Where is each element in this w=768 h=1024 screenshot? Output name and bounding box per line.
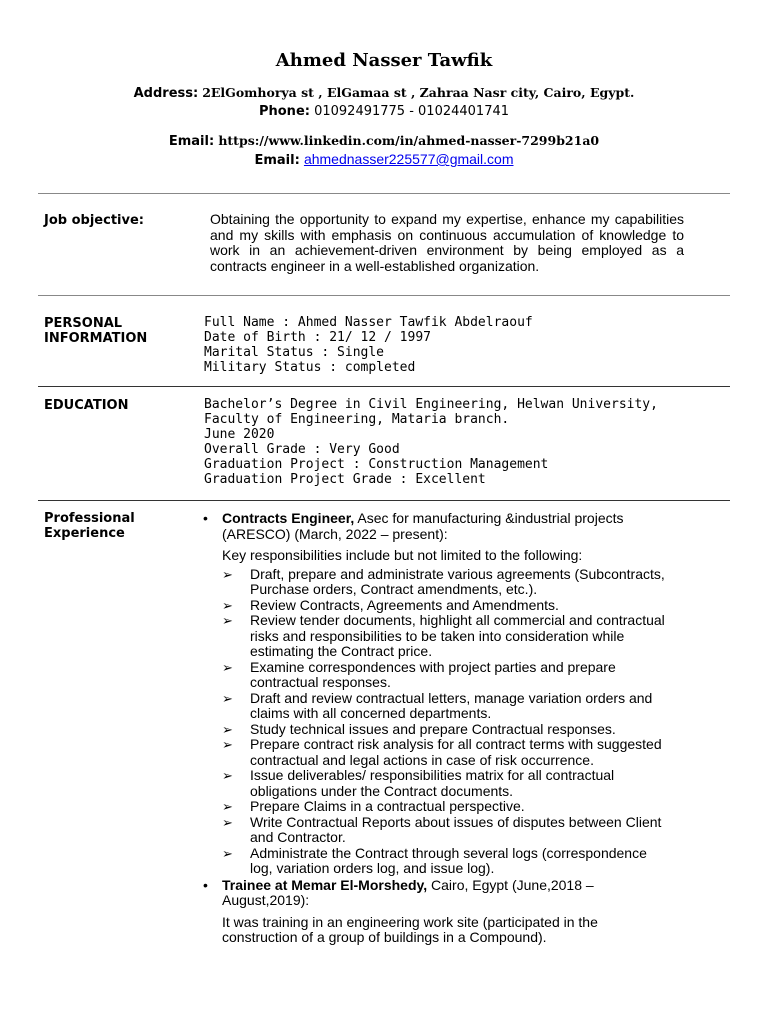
arrow-bullet-icon: ➢ — [222, 768, 233, 783]
list-item — [200, 567, 670, 598]
education-line: June 2020 — [204, 427, 275, 442]
personal-line: Date of Birth : 21/ 12 / 1997 — [204, 330, 431, 345]
list-item-text: Draft, prepare and administrate various agreements (Subcontracts, Purchase orders, Contract amendments, etc.). — [250, 565, 665, 597]
list-item — [200, 799, 670, 815]
phone-line — [0, 104, 768, 119]
arrow-bullet-icon: ➢ — [222, 845, 233, 861]
arrow-bullet-icon: ➢ — [222, 690, 233, 706]
job-details: Asec for manufacturing &industrial projects (ARESCO) (March, 2022 – present): — [222, 510, 624, 542]
education-line: Faculty of Engineering, Mataria branch. — [204, 412, 510, 427]
divider — [38, 386, 730, 387]
list-item-text: Draft and review contractual letters, manage variation orders and claims with all concerned departments. — [250, 689, 653, 721]
address-line — [0, 85, 768, 101]
arrow-bullet-icon: ➢ — [222, 737, 233, 752]
personal-label-line1: PERSONAL — [44, 316, 123, 331]
email-label: Email: — [168, 134, 215, 149]
experience-label — [44, 511, 135, 541]
linkedin-line — [0, 133, 768, 149]
arrow-bullet-icon: ➢ — [222, 566, 233, 582]
objective-label: Job objective: — [44, 213, 144, 228]
list-item — [200, 737, 670, 768]
list-item — [200, 846, 670, 877]
list-item-text: Review tender documents, highlight all commercial and contractual risks and responsibilities to be taken into consideration while estimating the Contract price. — [250, 612, 665, 659]
experience-label-line2: Experience — [44, 526, 125, 541]
list-item — [200, 660, 670, 691]
education-label: EDUCATION — [44, 398, 129, 413]
job-entry — [200, 511, 670, 542]
list-item-text: Study technical issues and prepare Contractual responses. — [250, 720, 616, 737]
arrow-bullet-icon: ➢ — [222, 721, 233, 737]
list-item-text: Review Contracts, Agreements and Amendments. — [250, 596, 559, 613]
education-line: Overall Grade : Very Good — [204, 442, 400, 457]
personal-line: Marital Status : Single — [204, 345, 385, 360]
education-line: Graduation Project Grade : Excellent — [204, 472, 486, 487]
bullet-icon: • — [203, 510, 208, 526]
list-item-text: Examine correspondences with project parties and prepare contractual responses. — [250, 658, 616, 690]
job-title: Contracts Engineer, — [222, 510, 355, 526]
list-item — [200, 598, 670, 614]
address-value: 2ElGomhorya st , ElGamaa st , Zahraa Nasr city, Cairo, Egypt. — [202, 85, 635, 100]
divider — [38, 500, 730, 501]
email-label: Email: — [254, 153, 300, 168]
list-item — [200, 691, 670, 722]
arrow-bullet-icon: ➢ — [222, 597, 233, 613]
arrow-bullet-icon: ➢ — [222, 814, 233, 830]
job-intro: Key responsibilities include but not limited to the following: — [222, 547, 583, 563]
experience-content — [200, 511, 670, 946]
education-line: Graduation Project : Construction Management — [204, 457, 549, 472]
responsibility-list — [200, 567, 670, 877]
email-link[interactable]: ahmednasser225577@gmail.com — [303, 151, 514, 167]
arrow-bullet-icon: ➢ — [222, 799, 233, 814]
list-item-text: Prepare contract risk analysis for all contract terms with suggested contractual and legal actions in case of risk occurrence. — [250, 736, 662, 768]
list-item-text: Administrate the Contract through several logs (correspondence log, variation orders log, and issue log). — [250, 844, 647, 876]
linkedin-value: https://www.linkedin.com/in/ahmed-nasser-7299b21a0 — [218, 133, 600, 148]
list-item — [200, 815, 670, 846]
list-item-text: Issue deliverables/ responsibilities matrix for all contractual obligations under the Contract documents. — [250, 767, 615, 799]
divider — [38, 295, 730, 296]
job-details: Cairo, Egypt (June,2018 – August,2019): — [222, 876, 594, 908]
objective-text: Obtaining the opportunity to expand my expertise, enhance my capabilities and my skills with emphasis on continuous accumulation of knowledge to work in an achievement-driven environment by being employed as a contracts engineer in a well-established organization. — [210, 211, 684, 274]
email-line — [0, 151, 768, 168]
arrow-bullet-icon: ➢ — [222, 613, 233, 628]
education-line: Bachelor’s Degree in Civil Engineering, Helwan University, — [204, 397, 658, 412]
candidate-name: Ahmed Nasser Tawfik — [275, 50, 493, 71]
job-entry — [200, 878, 670, 909]
job-description: It was training in an engineering work site (participated in the construction of a group of buildings in a Compound). — [222, 913, 598, 945]
arrow-bullet-icon: ➢ — [222, 659, 233, 675]
phone-label: Phone: — [258, 104, 310, 119]
list-item — [200, 613, 670, 660]
experience-label-line1: Professional — [44, 511, 135, 526]
education-info — [204, 397, 658, 487]
list-item — [200, 768, 670, 799]
list-item — [200, 722, 670, 738]
personal-line: Full Name : Ahmed Nasser Tawfik Abdelraouf — [204, 315, 533, 330]
personal-info — [204, 315, 533, 375]
address-label: Address: — [133, 86, 199, 101]
job-title: Trainee at Memar El-Morshedy, — [222, 876, 428, 893]
divider — [38, 193, 730, 194]
bullet-icon: • — [203, 876, 208, 893]
personal-label — [44, 316, 147, 346]
phone-value: 01092491775 - 01024401741 — [314, 104, 510, 119]
list-item-text: Prepare Claims in a contractual perspective. — [250, 798, 525, 814]
list-item-text: Write Contractual Reports about issues of disputes between Client and Contractor. — [250, 813, 662, 845]
personal-line: Military Status : completed — [204, 360, 416, 375]
personal-label-line2: INFORMATION — [44, 331, 148, 346]
